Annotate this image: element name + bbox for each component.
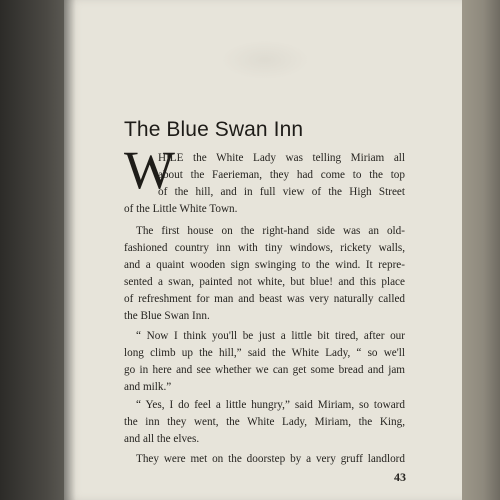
page-number: 43 (394, 470, 406, 484)
text-line: sented a swan, painted not white, but blue! and this place (124, 276, 405, 288)
text-line: The first house on the right-hand side was an old- (136, 225, 405, 237)
text-line: and all the elves. (124, 433, 200, 445)
text-line: “ Yes, I do feel a little hungry,” said Miriam, so toward (136, 399, 405, 411)
text-line: the inn they went, the White Lady, Miriam, the King, (124, 416, 405, 428)
text-line: the Blue Swan Inn. (124, 310, 210, 322)
show-through-text (220, 40, 310, 80)
text-line: of refreshment for man and beast was very naturally called (124, 293, 405, 305)
book-left-edge (0, 0, 66, 500)
text-line: about the Faerieman, they had come to the top (158, 169, 405, 181)
text-line: of the Little White Town. (124, 203, 238, 215)
text-line: long climb up the hill,” said the White Lady, “ so we'll (124, 347, 405, 359)
drop-cap: W (124, 140, 175, 200)
text-line: and a quaint wooden sign swinging to the wind. It repre- (124, 259, 405, 271)
chapter-title: The Blue Swan Inn (124, 118, 304, 141)
text-line: They were met on the doorstep by a very gruff landlord (136, 453, 405, 465)
text-line: go in here and see whether we can get some bread and jam (124, 364, 405, 376)
gutter-shadow (64, 0, 76, 500)
text-line: “ Now I think you'll be just a little bit tired, after our (136, 330, 405, 342)
text-line: HILE the White Lady was telling Miriam all (158, 152, 405, 164)
book-right-edge (458, 0, 500, 500)
text-line: and milk.” (124, 381, 172, 393)
text-line: fashioned country inn with tiny windows, rickety walls, (124, 242, 405, 254)
text-line: of the hill, and in full view of the High Street (158, 186, 405, 198)
